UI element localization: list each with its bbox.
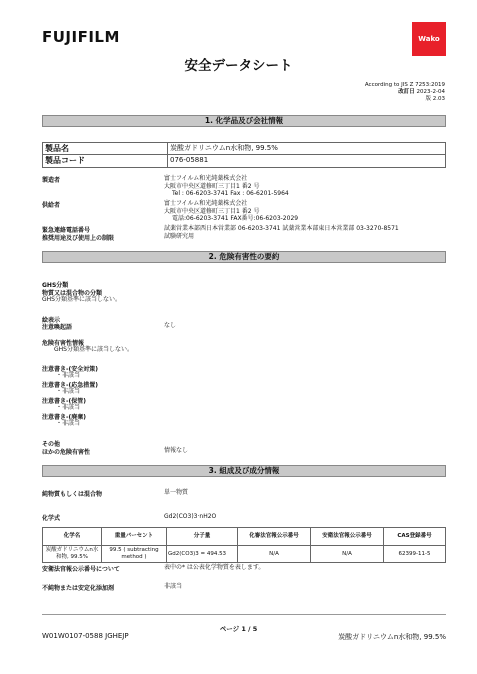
wako-logo: Wako: [412, 22, 446, 56]
use-label: 推奨用途及び使用上の制限: [42, 235, 115, 242]
version-value: 2.03: [432, 96, 445, 102]
product-name-label: 製品名: [43, 143, 168, 154]
table-cell: N/A: [238, 546, 311, 563]
table-header: 安衛法官報公示番号: [311, 528, 384, 546]
table-header-row: [43, 528, 446, 546]
substance-kind-label: 純物質もしくは混合物: [42, 491, 103, 498]
product-box: [42, 142, 446, 168]
product-code-label: 製品コード: [43, 155, 168, 167]
maker-value: [164, 175, 289, 198]
table-header: CAS登録番号: [384, 528, 446, 546]
note-value: 表中の* は公表化学物質を表します。: [164, 564, 265, 571]
revision-date: [398, 89, 445, 96]
precaution-disposal-value: ・非該当: [56, 420, 81, 427]
footer-divider: [42, 614, 446, 615]
table-cell: 99.5 ( subtracting method ): [102, 546, 167, 563]
ghs-sub-label: 物質又は混合物の分類: [42, 290, 103, 297]
table-cell: Gd2(CO3)3 = 494.53: [167, 546, 238, 563]
ghs-value: GHS分類基準に該当しない。: [42, 296, 121, 303]
hazard-info-value: GHS分類基準に該当しない。: [54, 346, 133, 353]
supplier-label: 供給者: [42, 202, 61, 209]
product-name-row: [43, 143, 445, 155]
other-label: その他: [42, 441, 61, 448]
formula-label: 化学式: [42, 515, 61, 522]
precaution-storage-value: ・非該当: [56, 404, 81, 411]
section-3-header: 3. 組成及び成分情報: [42, 465, 446, 477]
maker-line: Tel : 06-6203-3741 Fax : 06-6201-5964: [172, 190, 289, 197]
supplier-line: 電話:06-6203-3741 FAX番号:06-6203-2029: [172, 215, 299, 222]
signal-value: なし: [164, 322, 177, 329]
product-name-value: 炭酸ガドリニウムn水和物, 99.5%: [170, 144, 278, 152]
use-value: 試験研究用: [164, 233, 195, 240]
note-label: 安衛法官報公示番号について: [42, 566, 120, 573]
impurity-value: 非該当: [164, 583, 183, 590]
table-header: 化審法官報公示番号: [238, 528, 311, 546]
precaution-disposal: 注意書き-(廃棄): [42, 414, 86, 421]
table-row: [43, 546, 446, 563]
maker-label: 製造者: [42, 177, 61, 184]
section-1-header: 1. 化学品及び会社情報: [42, 115, 446, 127]
precaution-response: 注意書き-(応急措置): [42, 382, 98, 389]
standard-ref: According to JIS Z 7253:2019: [364, 82, 445, 88]
maker-line: 大阪市中央区道修町三丁目1 番2 号: [164, 182, 260, 190]
signal-label: 注意喚起語: [42, 324, 73, 331]
table-header: 重量パーセント: [102, 528, 167, 546]
document-title: 安全データシート: [184, 58, 293, 74]
product-code-row: [43, 155, 445, 167]
ghs-label: GHS分類: [42, 282, 69, 289]
emergency-label: 緊急連絡電話番号: [42, 227, 91, 234]
other-value: 情報なし: [164, 447, 189, 454]
impurity-label: 不純物または安定化添加剤: [42, 585, 115, 592]
table-cell: N/A: [311, 546, 384, 563]
revision-value: 2023-2-04: [416, 89, 445, 95]
table-header: 分子量: [167, 528, 238, 546]
formula-value: Gd2(CO3)3·nH2O: [164, 513, 217, 520]
footer-product: 炭酸ガドリニウムn水和物, 99.5%: [338, 633, 446, 641]
supplier-line: 富士フイルム和光純薬株式会社: [164, 200, 248, 207]
precaution-storage: 注意書き-(保管): [42, 398, 86, 405]
supplier-line: 大阪市中央区道修町三丁目1 番2 号: [164, 207, 260, 215]
emergency-value: 試薬営業本部西日本営業部 06-6203-3741 試薬営業本部東日本営業部 03-3270-8571: [164, 225, 399, 232]
other-sub-label: ほかの危険有害性: [42, 449, 91, 456]
precaution-prevent-value: ・非該当: [56, 372, 81, 379]
precaution-prevent: 注意書き-(安全対策): [42, 366, 98, 373]
version-label: 版: [425, 96, 431, 102]
product-code-value: 076-05881: [170, 156, 209, 164]
revision-label: 改訂日: [398, 89, 415, 95]
page-number: ページ 1 / 5: [219, 625, 258, 633]
section-2-header: 2. 危険有害性の要約: [42, 251, 446, 263]
hazard-info-label: 危険有害性情報: [42, 340, 85, 347]
substance-kind-value: 単一物質: [164, 489, 189, 496]
doc-code: W01W0107-0588 JGHEJP: [42, 632, 129, 640]
table-header: 化学名: [43, 528, 102, 546]
table-cell: 炭酸ガドリニウムn水和物, 99.5%: [43, 546, 102, 563]
table-cell: 62399-11-5: [384, 546, 446, 563]
precaution-response-value: ・非該当: [56, 388, 81, 395]
fujifilm-logo: FUJIFILM: [42, 28, 120, 46]
version: [425, 96, 445, 103]
label-elements: 絵表示: [42, 317, 61, 324]
supplier-value: [164, 200, 298, 223]
composition-table: [42, 527, 446, 563]
maker-line: 富士フイルム和光純薬株式会社: [164, 175, 248, 182]
